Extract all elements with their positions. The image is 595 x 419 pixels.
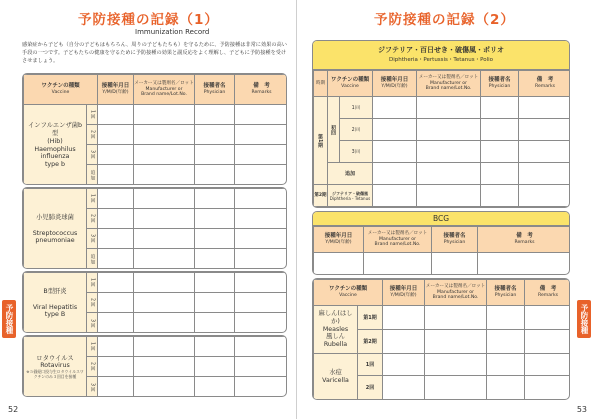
dose-label: 2回 — [87, 125, 98, 145]
dose-label: 1回 — [87, 337, 98, 357]
date-cell[interactable] — [383, 376, 425, 400]
physician-cell[interactable] — [195, 125, 235, 145]
maker-cell[interactable] — [417, 163, 481, 185]
maker-cell[interactable] — [417, 119, 481, 141]
header-date: 接種年月日 Y/M/D(年齢) — [314, 227, 364, 253]
remarks-cell[interactable] — [235, 229, 288, 249]
date-cell[interactable] — [383, 354, 425, 376]
remarks-cell[interactable] — [235, 293, 288, 313]
physician-cell[interactable] — [481, 141, 519, 163]
date-cell[interactable] — [98, 293, 134, 313]
page-number: 52 — [8, 405, 19, 414]
maker-cell[interactable] — [134, 125, 195, 145]
physician-cell[interactable] — [195, 273, 235, 293]
left-page — [0, 0, 297, 419]
remarks-cell[interactable] — [235, 145, 287, 165]
phase2-vaccine: ジフテリア・破傷風 Diphtheria・Tetanus — [328, 185, 373, 207]
physician-cell[interactable] — [481, 119, 519, 141]
dose-label: 3回 — [87, 377, 98, 398]
maker-cell[interactable] — [425, 376, 487, 400]
header-remarks: 備 考 Remarks — [235, 75, 287, 105]
hepatitis-b-record-block — [22, 271, 287, 333]
header-period: 時期 — [314, 71, 328, 97]
physician-cell[interactable] — [487, 354, 525, 376]
date-cell[interactable] — [383, 330, 425, 354]
maker-cell[interactable] — [417, 141, 481, 163]
date-cell[interactable] — [98, 145, 134, 165]
date-cell[interactable] — [98, 357, 134, 377]
hib-record-table — [23, 74, 287, 185]
section-side-tab: 予防接種 — [577, 300, 591, 338]
mr-varicella-record-table — [313, 279, 570, 400]
rotavirus-note: ※５価経口投与生ロタウイルスワクチンのみ３回目を接種 — [26, 369, 84, 379]
date-cell[interactable] — [98, 249, 134, 270]
physician-cell[interactable] — [195, 377, 235, 398]
physician-cell[interactable] — [195, 165, 235, 186]
intro-text: 感染症から子ども（自分の子どもはもちろん、周りの子どもたちも）を守るために、予防接種は非常に効果の高い手段の一つです。子どもたちの健康を守るために予防接種の効果と副反応をよく理解し、子どもに予防接種を受けさせましょう。 — [22, 42, 287, 65]
dose-label: 2回 — [358, 376, 383, 400]
dtp-polio-record-block — [312, 40, 570, 208]
physician-cell[interactable] — [195, 249, 235, 270]
header-vaccine: ワクチンの種類 Vaccine — [328, 71, 373, 97]
phase2-label: 第2期 — [314, 185, 328, 207]
physician-cell[interactable] — [195, 105, 235, 125]
rotavirus-record-table — [23, 336, 287, 397]
header-maker: メーカー又は製剤名／ロット Manufacturer or Brand name/Lot.No. — [364, 227, 432, 253]
hib-record-block — [22, 73, 287, 185]
date-cell[interactable] — [98, 189, 134, 209]
hepatitis-b-record-table — [23, 272, 287, 333]
maker-cell[interactable] — [425, 306, 487, 330]
header-date: 接種年月日 Y/M/D(年齢) — [98, 75, 134, 105]
maker-cell[interactable] — [134, 313, 195, 334]
date-cell[interactable] — [98, 125, 134, 145]
rotavirus-record-block — [22, 335, 287, 397]
maker-cell[interactable] — [425, 354, 487, 376]
maker-cell[interactable] — [134, 273, 195, 293]
remarks-cell[interactable] — [235, 313, 288, 334]
dose-label: 1回 — [87, 273, 98, 293]
header-remarks: 備 考 Remarks — [525, 280, 570, 306]
maker-cell[interactable] — [134, 189, 195, 209]
remarks-cell[interactable] — [525, 330, 570, 354]
physician-cell[interactable] — [481, 185, 519, 207]
right-page — [298, 0, 595, 419]
vaccine-name-varicella: 水痘 Varicella — [314, 354, 358, 400]
date-cell[interactable] — [98, 313, 134, 334]
period-label: 第2期 — [358, 330, 383, 354]
date-cell[interactable] — [373, 185, 417, 207]
vaccine-name-pneumococcal: 小児肺炎球菌 Streptococcus pneumoniae — [24, 189, 87, 270]
remarks-cell[interactable] — [235, 337, 288, 357]
page-subtitle: Immunization Record — [135, 28, 210, 36]
physician-cell[interactable] — [487, 306, 525, 330]
maker-cell[interactable] — [134, 105, 195, 125]
dose-label: 追加 — [87, 165, 98, 186]
date-cell[interactable] — [98, 377, 134, 398]
header-vaccine: ワクチンの種類 Vaccine — [24, 75, 98, 105]
header-remarks: 備 考 Remarks — [519, 71, 570, 97]
remarks-cell[interactable] — [519, 185, 570, 207]
header-physician: 接種者名 Physician — [481, 71, 519, 97]
physician-cell[interactable] — [195, 293, 235, 313]
dose-label: 2回 — [87, 293, 98, 313]
remarks-cell[interactable] — [235, 165, 287, 186]
remarks-cell[interactable] — [525, 376, 570, 400]
physician-cell[interactable] — [195, 189, 235, 209]
header-maker: メーカー又は製剤名／ロット Manufacturer or Brand name/Lot.No. — [134, 75, 195, 105]
page-number: 53 — [576, 405, 587, 414]
date-cell[interactable] — [98, 105, 134, 125]
header-physician: 接種者名 Physician — [195, 75, 235, 105]
maker-cell[interactable] — [417, 185, 481, 207]
physician-cell[interactable] — [195, 337, 235, 357]
dtp-heading: ジフテリア・百日せき・破傷風・ポリオ Diphtheria・Pertussis・Tetanus・Polio — [313, 41, 569, 70]
dose-label: 1回 — [87, 105, 98, 125]
dose-label: 1回 — [87, 189, 98, 209]
dose-label: 2回 — [87, 209, 98, 229]
remarks-cell[interactable] — [235, 377, 288, 398]
maker-cell[interactable] — [134, 293, 195, 313]
date-cell[interactable] — [383, 306, 425, 330]
vaccine-name-rotavirus: ロタウイルス Rotavirus ※５価経口投与生ロタウイルスワクチンのみ３回目を接種 — [24, 337, 87, 398]
maker-cell[interactable] — [134, 145, 195, 165]
header-physician: 接種者名 Physician — [432, 227, 478, 253]
header-date: 接種年月日 Y/M/D(年齢) — [383, 280, 425, 306]
dose-label: 追加 — [87, 249, 98, 270]
physician-cell[interactable] — [432, 253, 478, 276]
bcg-record-table — [313, 226, 570, 275]
date-cell[interactable] — [373, 119, 417, 141]
date-cell[interactable] — [98, 229, 134, 249]
remarks-cell[interactable] — [519, 141, 570, 163]
physician-cell[interactable] — [481, 97, 519, 119]
dose-label: 3回 — [87, 313, 98, 334]
booster-label: 追加 — [328, 163, 373, 185]
remarks-cell[interactable] — [525, 354, 570, 376]
date-cell[interactable] — [98, 337, 134, 357]
maker-cell[interactable] — [134, 229, 195, 249]
remarks-cell[interactable] — [519, 163, 570, 185]
header-remarks: 備 考 Remarks — [478, 227, 571, 253]
bcg-record-block — [312, 211, 570, 275]
vaccine-name-hib: インフルエンザ菌b型 (Hib) Haemophilus influenza type b — [24, 105, 87, 186]
date-cell[interactable] — [314, 253, 364, 276]
physician-cell[interactable] — [195, 313, 235, 334]
physician-cell[interactable] — [195, 357, 235, 377]
remarks-cell[interactable] — [235, 189, 288, 209]
dose-label: 2回 — [87, 357, 98, 377]
bcg-heading: BCG — [313, 212, 569, 226]
remarks-cell[interactable] — [235, 209, 288, 229]
physician-cell[interactable] — [195, 229, 235, 249]
pneumococcal-record-table — [23, 188, 287, 269]
section-side-tab: 予防接種 — [2, 300, 16, 338]
vaccine-name-hepatitis-b: B型肝炎 Viral Hepatitis type B — [24, 273, 87, 334]
header-maker: メーカー又は製剤名／ロット Manufacturer or Brand name/Lot.No. — [417, 71, 481, 97]
remarks-cell[interactable] — [235, 105, 287, 125]
dtp-record-table — [313, 70, 570, 207]
initial-label: 初回 — [328, 97, 340, 163]
physician-cell[interactable] — [487, 330, 525, 354]
remarks-cell[interactable] — [235, 273, 288, 293]
dose-label: 3回 — [87, 229, 98, 249]
remarks-cell[interactable] — [519, 97, 570, 119]
pneumococcal-record-block — [22, 187, 287, 269]
date-cell[interactable] — [98, 273, 134, 293]
remarks-cell[interactable] — [235, 125, 287, 145]
header-vaccine: ワクチンの種類 Vaccine — [314, 280, 383, 306]
physician-cell[interactable] — [481, 163, 519, 185]
mr-varicella-record-block — [312, 278, 570, 400]
maker-cell[interactable] — [134, 165, 195, 186]
maker-cell[interactable] — [364, 253, 432, 276]
header-maker: メーカー又は製剤名／ロット Manufacturer or Brand name/Lot.No. — [425, 280, 487, 306]
maker-cell[interactable] — [417, 97, 481, 119]
remarks-cell[interactable] — [235, 249, 288, 270]
dose-label: 3回 — [87, 145, 98, 165]
remarks-cell[interactable] — [519, 119, 570, 141]
dose-label: 3回 — [340, 141, 373, 163]
phase1-label: 第1期 — [314, 97, 328, 185]
period-label: 第1期 — [358, 306, 383, 330]
date-cell[interactable] — [373, 163, 417, 185]
physician-cell[interactable] — [487, 376, 525, 400]
maker-cell[interactable] — [134, 209, 195, 229]
date-cell[interactable] — [98, 165, 134, 186]
date-cell[interactable] — [373, 97, 417, 119]
vaccine-name-measles-rubella: 麻しん(はしか) Measles 風しん Rubella — [314, 306, 358, 354]
date-cell[interactable] — [373, 141, 417, 163]
maker-cell[interactable] — [425, 330, 487, 354]
dose-label: 1回 — [358, 354, 383, 376]
dose-label: 2回 — [340, 119, 373, 141]
maker-cell[interactable] — [134, 337, 195, 357]
maker-cell[interactable] — [134, 249, 195, 270]
remarks-cell[interactable] — [235, 357, 288, 377]
physician-cell[interactable] — [195, 209, 235, 229]
remarks-cell[interactable] — [478, 253, 571, 276]
page-title: 予防接種の記録（1） — [78, 12, 219, 28]
maker-cell[interactable] — [134, 377, 195, 398]
physician-cell[interactable] — [195, 145, 235, 165]
header-date: 接種年月日 Y/M/D(年齢) — [373, 71, 417, 97]
header-physician: 接種者名 Physician — [487, 280, 525, 306]
dose-label: 1回 — [340, 97, 373, 119]
maker-cell[interactable] — [134, 357, 195, 377]
remarks-cell[interactable] — [525, 306, 570, 330]
date-cell[interactable] — [98, 209, 134, 229]
page-title: 予防接種の記録（2） — [374, 12, 515, 28]
